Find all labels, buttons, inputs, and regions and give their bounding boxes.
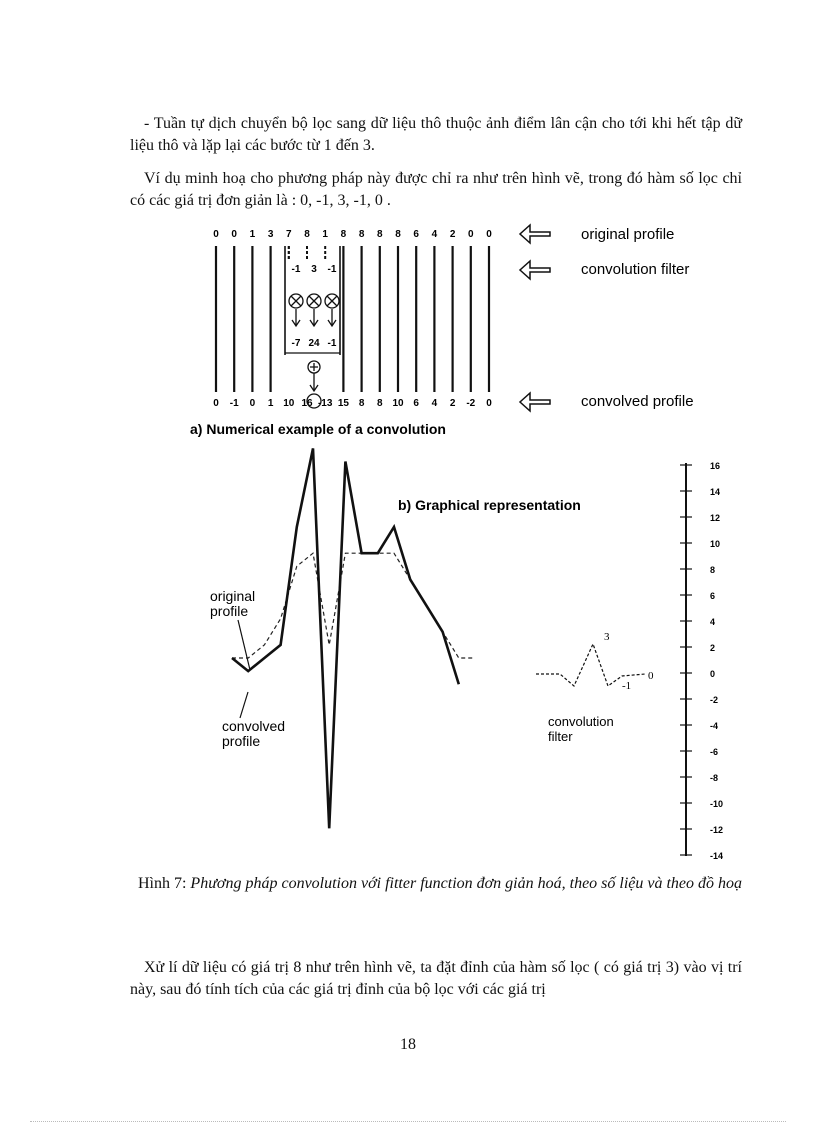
figure-caption [120, 873, 760, 895]
scale-tick-label: 2 [710, 643, 716, 653]
filter-tap: 3 [311, 264, 317, 275]
footer-dotted-rule [30, 1121, 786, 1122]
scale-tick-label: -4 [710, 721, 719, 731]
graph-label-convolved: convolved [222, 718, 286, 734]
figure-convolution [0, 220, 816, 865]
convolved-value: 16 [301, 398, 313, 409]
scale-tick-label: 8 [710, 565, 716, 575]
product-value: -1 [327, 338, 337, 349]
scale-tick-label: 4 [710, 617, 716, 627]
original-profile-line [232, 553, 475, 658]
filter-taps [292, 264, 337, 275]
convolved-value: 0 [486, 398, 492, 409]
label-convolution-filter: convolution filter [581, 261, 690, 278]
convolved-value: 1 [267, 398, 274, 409]
convolved-value: 10 [392, 398, 404, 409]
filter-illustration [536, 631, 654, 744]
convolved-value: -1 [229, 398, 239, 409]
convolved-value: 2 [449, 398, 456, 409]
title-a: a) Numerical example of a convolution [190, 421, 446, 437]
convolved-value: 6 [413, 398, 419, 409]
original-value: 1 [249, 229, 256, 240]
original-value: 4 [431, 229, 438, 240]
original-value: 7 [286, 229, 292, 240]
scale-tick-label: 6 [710, 591, 716, 601]
product-value: 24 [308, 338, 320, 349]
original-value: 8 [358, 229, 365, 240]
original-value: 0 [486, 229, 492, 240]
scale-tick-label: -14 [710, 851, 724, 861]
original-value: 0 [231, 229, 237, 240]
scale-tick-label: -10 [710, 799, 724, 809]
pointer-original [238, 620, 250, 670]
label-convolved-profile: convolved profile [581, 393, 694, 410]
convolved-value: -13 [317, 398, 333, 409]
filter-tap: -1 [327, 264, 337, 275]
original-value: 0 [468, 229, 474, 240]
graph-label-convolved-2: profile [222, 733, 261, 749]
title-b: b) Graphical representation [398, 497, 581, 513]
row-label-arrows [520, 225, 550, 411]
convolved-value: 8 [377, 398, 383, 409]
convolved-value: 0 [249, 398, 256, 409]
graph-label-original-2: profile [210, 603, 249, 619]
multiply-operators [285, 294, 340, 408]
original-value: 2 [449, 229, 456, 240]
paragraph-2: Ví dụ minh hoạ cho phương pháp này được chỉ ra như trên hình vẽ, trong đó hàm số lọc chỉ có các giá trị đơn giản là : 0, -1, 3, -1, 0 . [130, 170, 742, 209]
caption-prefix: Hình 7: [137, 875, 191, 892]
svg-text:convolution: convolution [548, 714, 614, 729]
original-value: 8 [340, 229, 347, 240]
graph-label-original: original [210, 588, 256, 604]
svg-text:0: 0 [648, 670, 654, 682]
convolved-value: 10 [283, 398, 295, 409]
scale-tick-label: 14 [710, 487, 721, 497]
convolved-value: 8 [358, 398, 365, 409]
scale-tick-label: 12 [710, 513, 721, 523]
product-value: -7 [291, 338, 301, 349]
vertical-scale [680, 461, 723, 861]
convolved-value: -2 [466, 398, 476, 409]
original-value: 8 [395, 229, 401, 240]
original-profile-row [213, 229, 492, 240]
convolved-value: 15 [337, 398, 349, 409]
page-number: 18 [400, 1036, 416, 1053]
paragraph-1: - Tuần tự dịch chuyển bộ lọc sang dữ liệu thô thuộc ảnh điểm lân cận cho tới khi hết tập dữ liệu thô và lặp lại các bước từ 1 đến 3. [130, 115, 742, 154]
paragraph-3: Xử lí dữ liệu có giá trị 8 như trên hình vẽ, ta đặt đỉnh của hàm số lọc ( có giá trị 3) vào vị trí này, sau đó tính tích của các giá trị đỉnh của bộ lọc với các giá trị [130, 959, 742, 998]
original-value: 1 [322, 229, 328, 240]
scale-tick-label: -8 [710, 773, 719, 783]
scale-tick-label: 10 [710, 539, 721, 549]
caption-text: Phương pháp convolution với fitter function đơn giản hoá, theo số liệu và theo đồ hoạ [190, 875, 743, 892]
convolved-value: 4 [431, 398, 438, 409]
svg-text:-1: -1 [622, 680, 632, 692]
original-value: 6 [413, 229, 419, 240]
convolved-profile-row [213, 398, 492, 409]
svg-text:3: 3 [604, 631, 610, 643]
convolved-value: 0 [213, 398, 219, 409]
original-value: 8 [377, 229, 383, 240]
column-lines [216, 246, 489, 392]
scale-tick-label: -2 [710, 695, 719, 705]
scale-tick-label: -6 [710, 747, 719, 757]
filter-tap: -1 [291, 264, 301, 275]
original-value: 8 [304, 229, 310, 240]
scale-tick-label: -12 [710, 825, 724, 835]
pointer-convolved [240, 692, 248, 718]
scale-tick-label: 16 [710, 461, 721, 471]
scale-tick-label: 0 [710, 669, 716, 679]
svg-text:filter: filter [548, 729, 573, 744]
original-value: 0 [213, 229, 219, 240]
label-original-profile: original profile [581, 226, 675, 243]
products [292, 338, 337, 349]
original-value: 3 [267, 229, 274, 240]
